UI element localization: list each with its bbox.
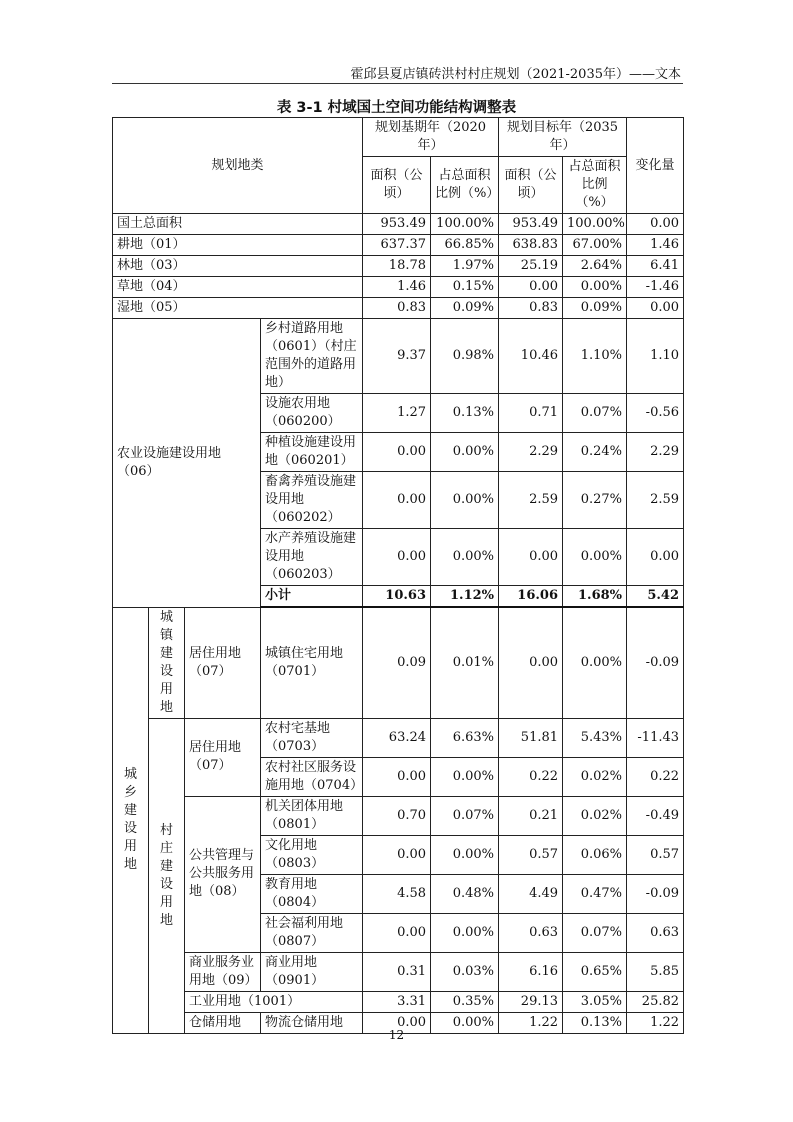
commerce-label: 商业服务业用地（09） xyxy=(185,952,261,991)
ratio-2035: 0.02% xyxy=(563,796,627,835)
table-row xyxy=(113,235,684,256)
area-2035: 6.16 xyxy=(499,952,563,991)
row-label: 林地（03） xyxy=(113,256,363,277)
area-2035: 0.63 xyxy=(499,913,563,952)
area-2020: 637.37 xyxy=(363,235,431,256)
ratio-2020: 0.03% xyxy=(431,952,499,991)
area-2035: 0.57 xyxy=(499,835,563,874)
area-2020: 0.09 xyxy=(363,607,431,718)
ratio-2020: 6.63% xyxy=(431,718,499,757)
row-label: 社会福利用地（0807） xyxy=(261,913,363,952)
page-number: 12 xyxy=(388,1028,405,1042)
row-label: 商业用地（0901） xyxy=(261,952,363,991)
row-label: 文化用地（0803） xyxy=(261,835,363,874)
town-residential-label: 居住用地（07） xyxy=(185,607,261,718)
table-row xyxy=(113,607,684,718)
area-2035: 0.71 xyxy=(499,394,563,433)
change-value: 25.82 xyxy=(627,991,684,1012)
row-label: 国土总面积 xyxy=(113,214,363,235)
ratio-2035: 0.09% xyxy=(563,298,627,319)
table-row xyxy=(113,718,684,757)
area-2035: 16.06 xyxy=(499,586,563,608)
row-label: 城镇住宅用地（0701） xyxy=(261,607,363,718)
area-2020: 0.00 xyxy=(363,433,431,472)
area-2035: 1.22 xyxy=(499,1012,563,1033)
area-2020: 0.83 xyxy=(363,298,431,319)
area-2020: 0.31 xyxy=(363,952,431,991)
ratio-2035: 0.65% xyxy=(563,952,627,991)
area-2020: 10.63 xyxy=(363,586,431,608)
row-label: 草地（04） xyxy=(113,277,363,298)
base-year-header: 规划基期年（2020年） xyxy=(363,118,499,157)
change-value: 0.63 xyxy=(627,913,684,952)
row-label: 农村社区服务设施用地（0704） xyxy=(261,757,363,796)
area-2020: 9.37 xyxy=(363,319,431,394)
change-value: 5.42 xyxy=(627,586,684,608)
table-title: 表 3-1 村域国土空间功能结构调整表 xyxy=(276,100,517,116)
ratio-2035: 0.06% xyxy=(563,835,627,874)
change-value: 1.46 xyxy=(627,235,684,256)
header-rule xyxy=(112,83,683,84)
ratio-2020: 0.00% xyxy=(431,529,499,586)
ratio-2020: 0.07% xyxy=(431,796,499,835)
area-2020: 4.58 xyxy=(363,874,431,913)
area-2035: 2.29 xyxy=(499,433,563,472)
village-group-label: 村 庄 建 设 用 地 xyxy=(149,718,185,1033)
row-label: 湿地（05） xyxy=(113,298,363,319)
row-label: 耕地（01） xyxy=(113,235,363,256)
area-2020: 0.00 xyxy=(363,757,431,796)
area-2035: 0.00 xyxy=(499,607,563,718)
ratio-2020: 0.00% xyxy=(431,472,499,529)
ratio-2035: 0.47% xyxy=(563,874,627,913)
area-2035: 25.19 xyxy=(499,256,563,277)
area-2020: 0.00 xyxy=(363,472,431,529)
ratio-2020: 100.00% xyxy=(431,214,499,235)
area-2035: 0.22 xyxy=(499,757,563,796)
change-value: 1.10 xyxy=(627,319,684,394)
area-2035: 51.81 xyxy=(499,718,563,757)
area-2035: 0.00 xyxy=(499,529,563,586)
area-2035: 0.21 xyxy=(499,796,563,835)
header-row-1 xyxy=(113,118,684,157)
row-label: 机关团体用地（0801） xyxy=(261,796,363,835)
change-header: 变化量 xyxy=(627,118,684,214)
row-label: 乡村道路用地（0601）（村庄范围外的道路用地） xyxy=(261,319,363,394)
ratio-2020: 0.98% xyxy=(431,319,499,394)
ratio-header: 占总面积比例（%） xyxy=(431,157,499,214)
change-value: -1.46 xyxy=(627,277,684,298)
category-header: 规划地类 xyxy=(113,118,363,214)
area-2035: 0.83 xyxy=(499,298,563,319)
table-row xyxy=(113,319,684,394)
ratio-2020: 66.85% xyxy=(431,235,499,256)
ratio-2035: 2.64% xyxy=(563,256,627,277)
town-group-label: 城 镇 建 设 用 地 xyxy=(149,607,185,718)
table-row xyxy=(113,796,684,835)
row-label: 教育用地（0804） xyxy=(261,874,363,913)
table-row xyxy=(113,991,684,1012)
area-2035: 953.49 xyxy=(499,214,563,235)
change-value: 5.85 xyxy=(627,952,684,991)
table-row xyxy=(113,298,684,319)
area-2020: 1.46 xyxy=(363,277,431,298)
ratio-2035: 5.43% xyxy=(563,718,627,757)
row-label: 畜禽养殖设施建设用地（060202） xyxy=(261,472,363,529)
change-value: 6.41 xyxy=(627,256,684,277)
ratio-2020: 0.35% xyxy=(431,991,499,1012)
change-value: -11.43 xyxy=(627,718,684,757)
storage-label: 仓储用地 xyxy=(185,1012,261,1033)
ratio-2035: 1.68% xyxy=(563,586,627,608)
change-value: 0.00 xyxy=(627,214,684,235)
area-2020: 18.78 xyxy=(363,256,431,277)
ratio-2035: 0.07% xyxy=(563,913,627,952)
ratio-2035: 100.00% xyxy=(563,214,627,235)
area-2020: 3.31 xyxy=(363,991,431,1012)
change-value: 0.00 xyxy=(627,298,684,319)
ratio-2020: 0.13% xyxy=(431,394,499,433)
area-2020: 0.70 xyxy=(363,796,431,835)
ratio-2035: 0.00% xyxy=(563,529,627,586)
change-value: -0.09 xyxy=(627,874,684,913)
area-header: 面积（公顷） xyxy=(499,157,563,214)
change-value: 0.00 xyxy=(627,529,684,586)
area-2020: 63.24 xyxy=(363,718,431,757)
ratio-header: 占总面积比例（%） xyxy=(563,157,627,214)
change-value: 2.29 xyxy=(627,433,684,472)
change-value: 0.57 xyxy=(627,835,684,874)
ratio-2020: 0.00% xyxy=(431,913,499,952)
ratio-2035: 0.00% xyxy=(563,607,627,718)
land-use-table xyxy=(112,117,684,1034)
area-header: 面积（公顷） xyxy=(363,157,431,214)
ratio-2020: 0.09% xyxy=(431,298,499,319)
area-2020: 1.27 xyxy=(363,394,431,433)
ratio-2020: 0.00% xyxy=(431,1012,499,1033)
ratio-2020: 0.01% xyxy=(431,607,499,718)
ratio-2035: 0.24% xyxy=(563,433,627,472)
agri-group-label: 农业设施建设用地（06） xyxy=(113,319,261,608)
ratio-2035: 0.13% xyxy=(563,1012,627,1033)
ratio-2035: 0.02% xyxy=(563,757,627,796)
table-row xyxy=(113,952,684,991)
area-2020: 0.00 xyxy=(363,529,431,586)
area-2020: 953.49 xyxy=(363,214,431,235)
area-2020: 0.00 xyxy=(363,913,431,952)
ratio-2035: 0.07% xyxy=(563,394,627,433)
row-label: 种植设施建设用地（060201） xyxy=(261,433,363,472)
area-2035: 4.49 xyxy=(499,874,563,913)
row-label: 农村宅基地（0703） xyxy=(261,718,363,757)
area-2020: 0.00 xyxy=(363,835,431,874)
ratio-2020: 1.97% xyxy=(431,256,499,277)
area-2035: 10.46 xyxy=(499,319,563,394)
ratio-2020: 1.12% xyxy=(431,586,499,608)
area-2035: 2.59 xyxy=(499,472,563,529)
change-value: -0.09 xyxy=(627,607,684,718)
area-2020: 0.00 xyxy=(363,1012,431,1033)
ratio-2020: 0.00% xyxy=(431,835,499,874)
table-row xyxy=(113,214,684,235)
village-residential-label: 居住用地（07） xyxy=(185,718,261,796)
urban-group-label: 城 乡 建 设 用 地 xyxy=(113,607,149,1033)
row-label: 设施农用地（060200） xyxy=(261,394,363,433)
ratio-2035: 3.05% xyxy=(563,991,627,1012)
change-value: 1.22 xyxy=(627,1012,684,1033)
row-label: 水产养殖设施建设用地（060203） xyxy=(261,529,363,586)
subtotal-label: 小计 xyxy=(261,586,363,608)
ratio-2020: 0.15% xyxy=(431,277,499,298)
area-2035: 638.83 xyxy=(499,235,563,256)
public-service-label: 公共管理与公共服务用地（08） xyxy=(185,796,261,952)
change-value: -0.49 xyxy=(627,796,684,835)
area-2035: 29.13 xyxy=(499,991,563,1012)
ratio-2035: 0.27% xyxy=(563,472,627,529)
ratio-2020: 0.00% xyxy=(431,433,499,472)
area-2035: 0.00 xyxy=(499,277,563,298)
ratio-2035: 1.10% xyxy=(563,319,627,394)
table-row xyxy=(113,256,684,277)
running-header: 霍邱县夏店镇砖洪村村庄规划（2021-2035年）——文本 xyxy=(350,67,681,82)
change-value: 0.22 xyxy=(627,757,684,796)
ratio-2035: 0.00% xyxy=(563,277,627,298)
ratio-2020: 0.48% xyxy=(431,874,499,913)
row-label: 物流仓储用地 xyxy=(261,1012,363,1033)
change-value: -0.56 xyxy=(627,394,684,433)
target-year-header: 规划目标年（2035年） xyxy=(499,118,627,157)
ratio-2035: 67.00% xyxy=(563,235,627,256)
table-row xyxy=(113,277,684,298)
change-value: 2.59 xyxy=(627,472,684,529)
row-label: 工业用地（1001） xyxy=(185,991,363,1012)
ratio-2020: 0.00% xyxy=(431,757,499,796)
